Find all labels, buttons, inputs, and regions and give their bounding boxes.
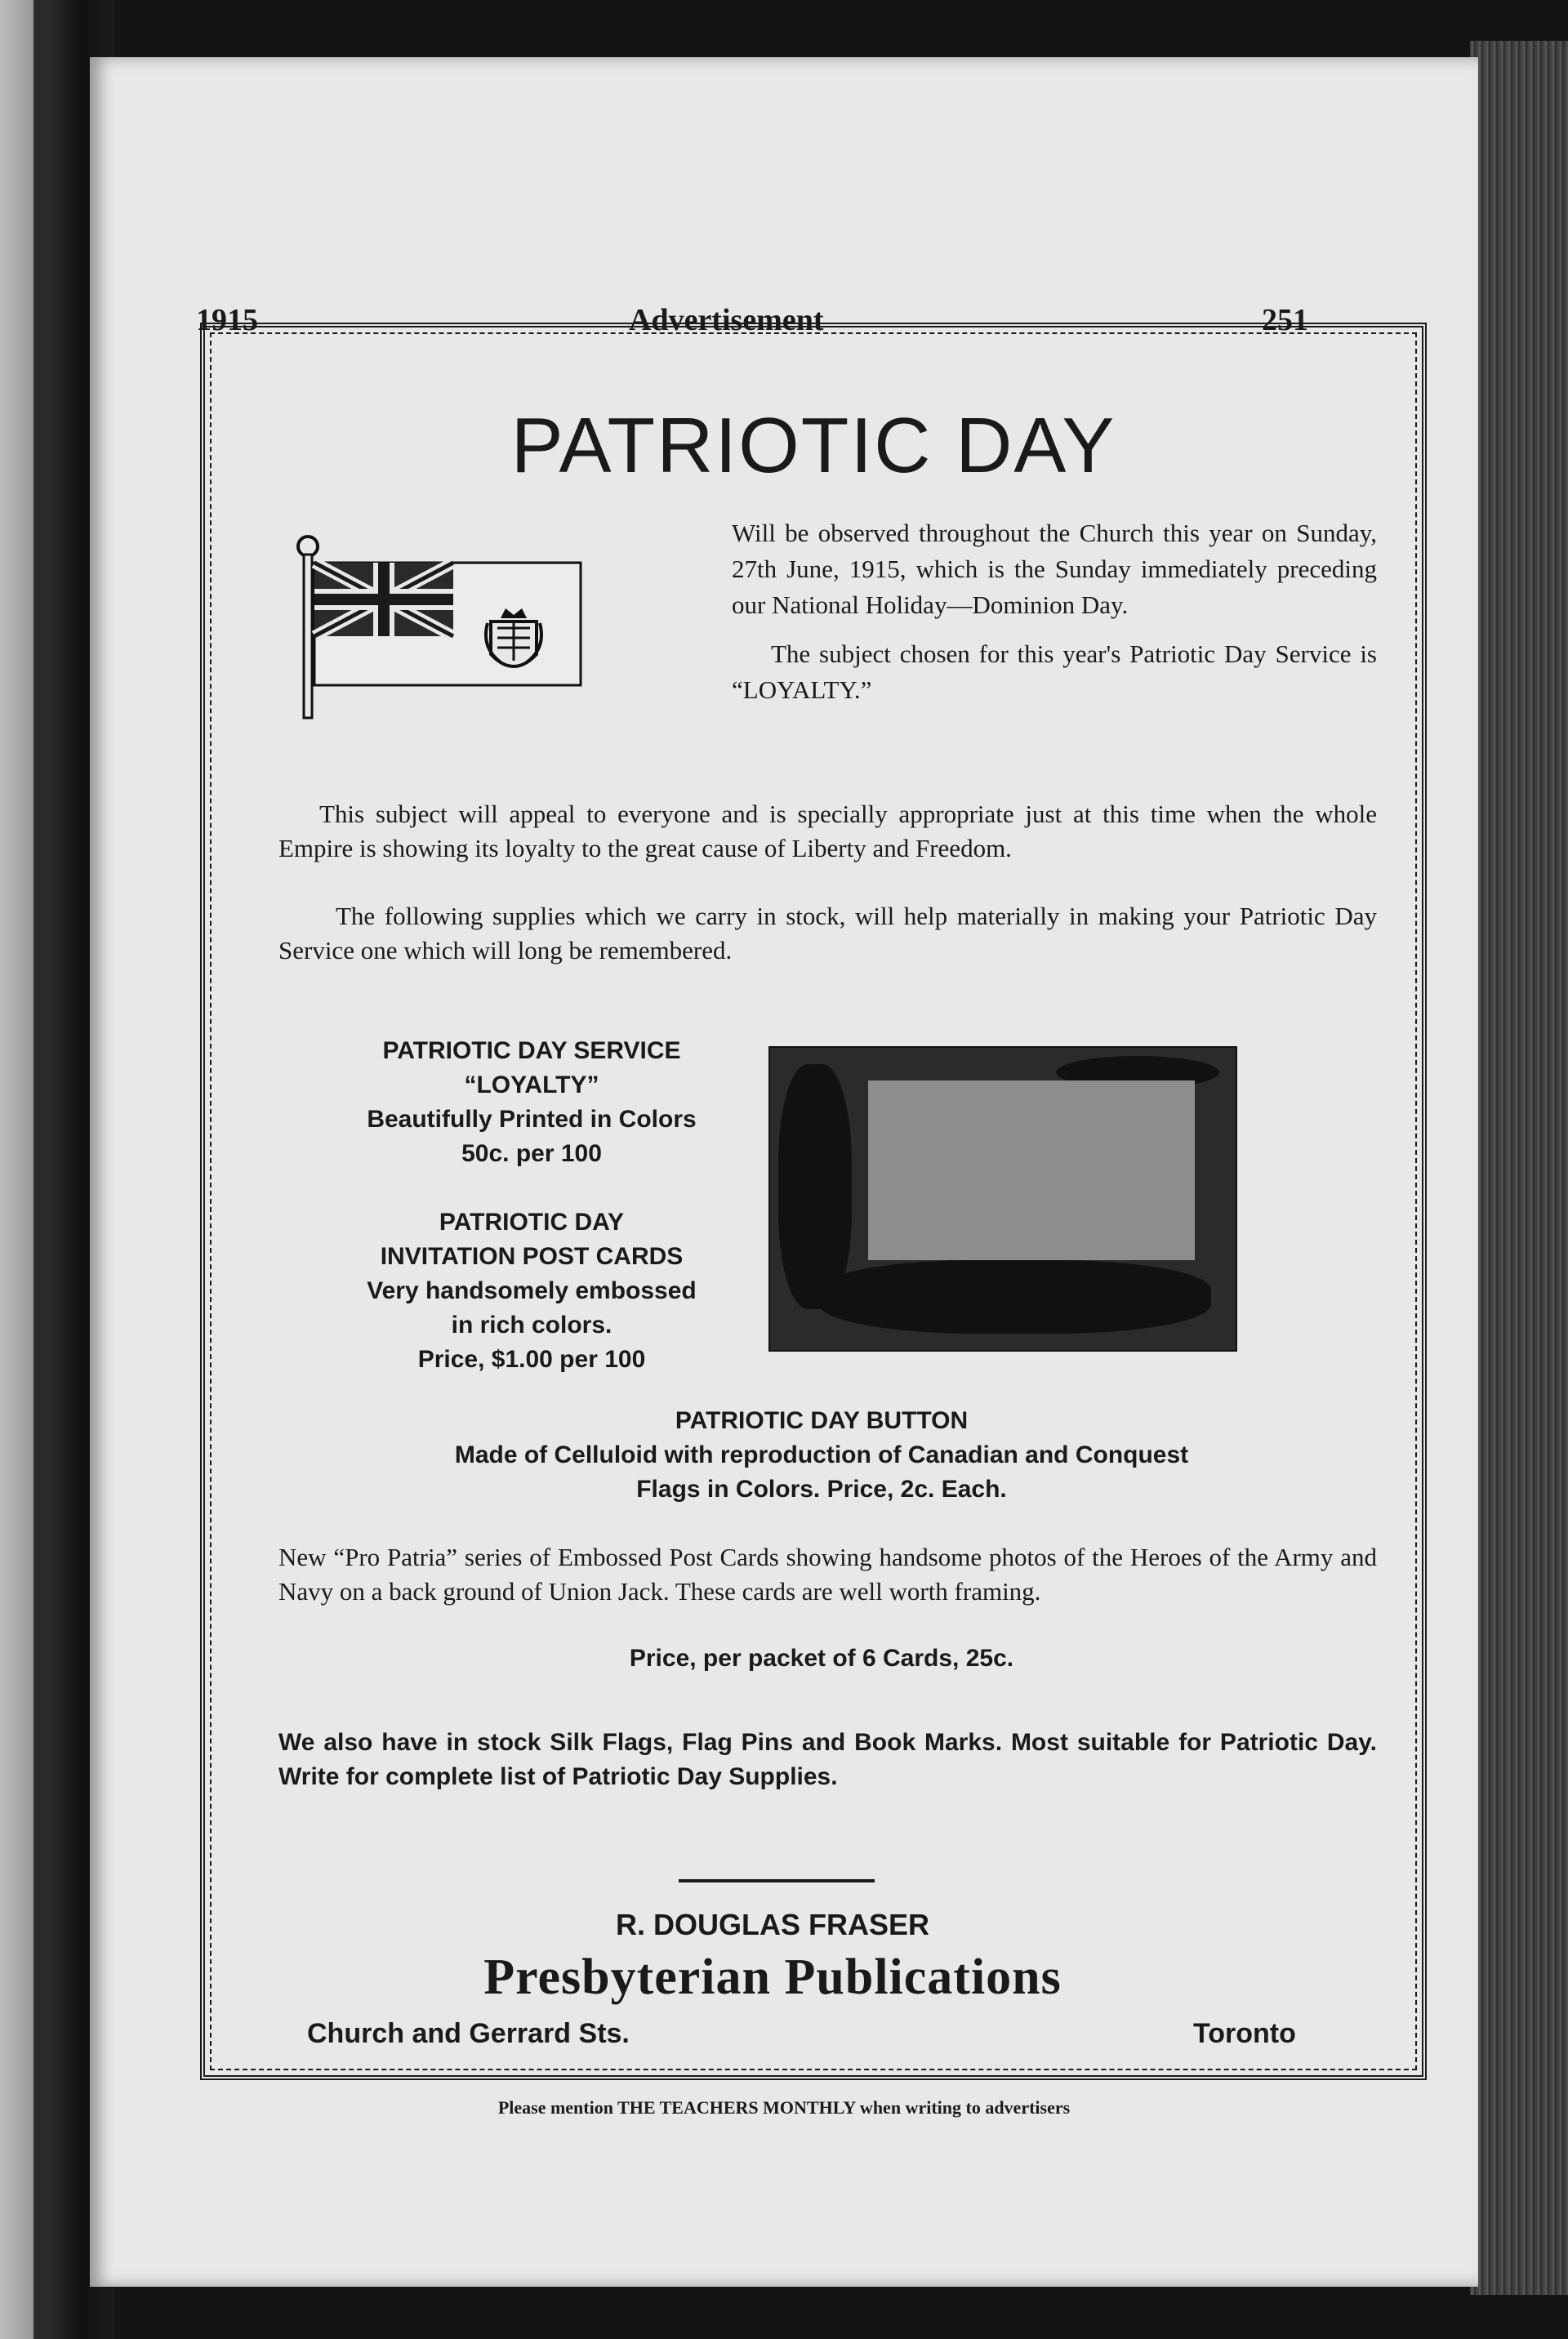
header-section: Advertisement [629, 303, 824, 337]
intro-text [732, 515, 1377, 708]
stock-note: We also have in stock Silk Flags, Flag Pins and Book Marks. Most suitable for Patriotic Day. Write for complete list of Patriotic Day Supplies. [278, 1729, 1377, 1790]
button-title: PATRIOTIC DAY BUTTON [675, 1407, 969, 1434]
city: Toronto [1193, 2018, 1296, 2049]
service-title: PATRIOTIC DAY SERVICE [382, 1037, 681, 1064]
postcard-item [278, 1205, 785, 1377]
postcard-price: Price, $1.00 per 100 [417, 1346, 646, 1373]
button-item [254, 1404, 1389, 1507]
service-theme: “LOYALTY” [464, 1071, 599, 1098]
appeal-paragraph: This subject will appeal to everyone and is specially appropriate just at this time when the whole Empire is showing its loyalty to the great cause of Liberty and Freedom. [278, 800, 1377, 862]
postcard-subtitle: INVITATION POST CARDS [380, 1243, 684, 1270]
divider-rule [679, 1879, 875, 1882]
supplies-paragraph: The following supplies which we carry in stock, will help materially in making your Patriotic Day Service one which will long be remembered. [278, 902, 1377, 965]
service-desc: Beautifully Printed in Colors [367, 1106, 697, 1133]
service-price: 50c. per 100 [461, 1140, 602, 1167]
pro-patria-price: Price, per packet of 6 Cards, 25c. [629, 1645, 1014, 1672]
footer-note: Please mention THE TEACHERS MONTHLY when writing to advertisers [497, 2097, 1071, 2118]
imprint-name: Presbyterian Publications [483, 1949, 1062, 2005]
postcard-desc-1: Very handsomely embossed [367, 1277, 697, 1304]
header-year: 1915 [196, 303, 258, 337]
observance-paragraph: Will be observed throughout the Church this year on Sunday, 27th June, 1915, which is the Sunday immediately preceding our National Holiday—Dominion Day. [732, 519, 1377, 619]
address: Church and Gerrard Sts. [307, 2018, 630, 2049]
ad-frame [200, 323, 1427, 2080]
canadian-flag-illustration [295, 532, 589, 720]
button-price: Flags in Colors. Price, 2c. Each. [636, 1476, 1007, 1503]
service-item [278, 1034, 785, 1171]
pro-patria-paragraph: New “Pro Patria” series of Embossed Post Cards showing handsome photos of the Heroes of the Army and Navy on a back ground of Union Jack. These cards are well worth framing. [278, 1543, 1377, 1606]
page-number: 251 [1262, 303, 1308, 337]
ad-title: PATRIOTIC DAY [510, 402, 1116, 489]
page-edges [1470, 41, 1568, 2295]
postcard-message-area [868, 1080, 1195, 1260]
postcard-title: PATRIOTIC DAY [439, 1209, 625, 1236]
subject-paragraph: The subject chosen for this year's Patriotic Day Service is “LOYALTY.” [732, 639, 1377, 704]
postcard-desc-2: in rich colors. [451, 1312, 612, 1339]
page [90, 57, 1478, 2287]
publisher-name: R. DOUGLAS FRASER [615, 1908, 929, 1941]
button-desc: Made of Celluloid with reproduction of Canadian and Conquest [454, 1441, 1189, 1468]
postcard-illustration [768, 1046, 1237, 1352]
